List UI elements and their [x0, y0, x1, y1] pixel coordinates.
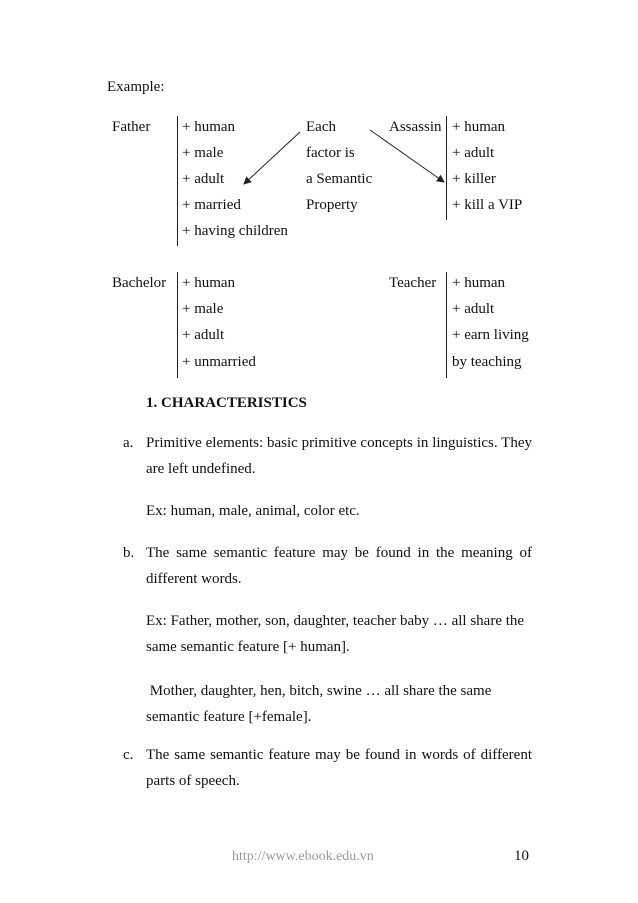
item-c-line: The same semantic feature may be found in words of different — [146, 747, 532, 763]
note-line: Each — [306, 119, 336, 135]
item-b-example2-line: semantic feature [+female]. — [146, 709, 312, 725]
assassin-feature: + human — [452, 119, 506, 135]
item-b-example-line: Ex: Father, mother, son, daughter, teacher baby … all share the — [146, 613, 525, 629]
father-feature: + male — [182, 145, 224, 161]
word-father: Father — [112, 119, 151, 135]
item-c-line: parts of speech. — [146, 773, 240, 789]
list-marker: c. — [123, 747, 134, 763]
father-feature: + human — [182, 119, 236, 135]
arrow-to-assassin — [370, 130, 444, 182]
word-assassin: Assassin — [389, 119, 442, 135]
item-a-example: Ex: human, male, animal, color etc. — [146, 503, 360, 519]
divider-bachelor — [177, 272, 178, 378]
father-feature: + having children — [182, 223, 288, 239]
teacher-feature: by teaching — [452, 354, 522, 370]
teacher-feature: + human — [452, 275, 506, 291]
assassin-feature: + adult — [452, 145, 495, 161]
bachelor-feature: + adult — [182, 327, 225, 343]
bachelor-feature: + unmarried — [182, 354, 256, 370]
item-b-line: The same semantic feature may be found in the meaning of — [146, 545, 532, 561]
father-feature: + adult — [182, 171, 225, 187]
teacher-feature: + earn living — [452, 327, 529, 343]
father-feature: + married — [182, 197, 241, 213]
divider-teacher — [446, 272, 447, 378]
example-label: Example: — [107, 79, 165, 95]
assassin-feature: + killer — [452, 171, 496, 187]
note-line: a Semantic — [306, 171, 373, 187]
note-line: Property — [306, 197, 358, 213]
list-marker: b. — [123, 545, 135, 561]
arrow-to-father — [244, 132, 300, 184]
item-b-example2-line: Mother, daughter, hen, bitch, swine … all share the same — [146, 683, 492, 699]
assassin-feature: + kill a VIP — [452, 197, 523, 213]
item-b-line: different words. — [146, 571, 242, 587]
word-teacher: Teacher — [389, 275, 437, 291]
item-b-example-line: same semantic feature [+ human]. — [146, 639, 350, 655]
bachelor-feature: + male — [182, 301, 224, 317]
teacher-feature: + adult — [452, 301, 495, 317]
list-marker: a. — [123, 435, 134, 451]
bachelor-feature: + human — [182, 275, 236, 291]
word-bachelor: Bachelor — [112, 275, 167, 291]
page-number: 10 — [514, 848, 529, 864]
section-heading: 1. CHARACTERISTICS — [146, 395, 307, 411]
item-a-line: are left undefined. — [146, 461, 256, 477]
footer-url[interactable]: http://www.ebook.edu.vn — [232, 849, 374, 864]
note-line: factor is — [306, 145, 355, 161]
item-a-line: Primitive elements: basic primitive concepts in linguistics. They — [146, 435, 532, 451]
